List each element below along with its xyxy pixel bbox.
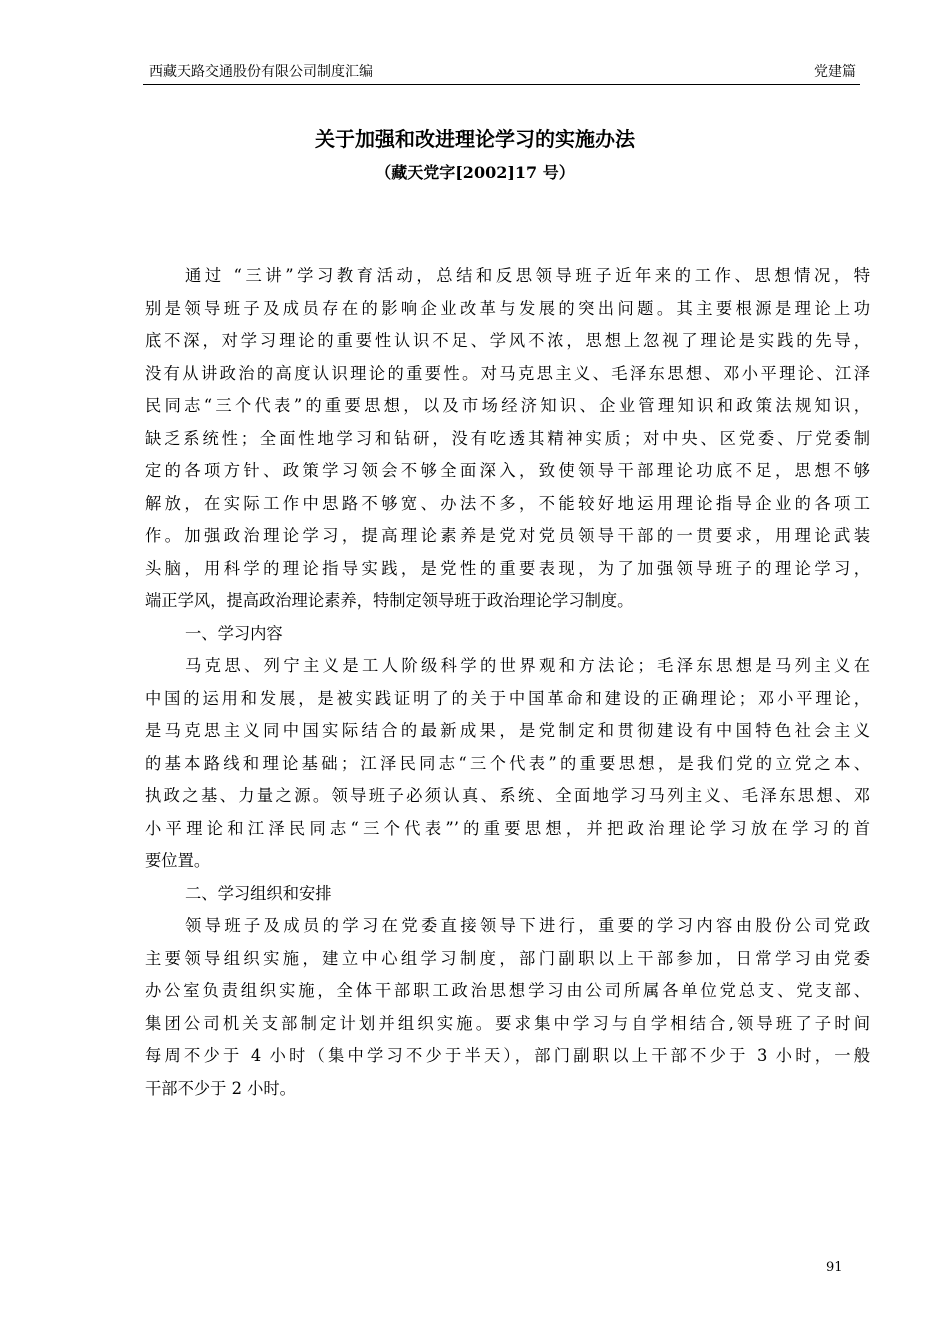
body-line: 要位置。	[145, 851, 211, 870]
page-number: 91	[826, 1260, 843, 1275]
body-line: 头脑，用科学的理论指导实践，是党性的重要表现，为了加强领导班子的理论学习，	[145, 558, 870, 578]
section-heading-content: 一、学习内容	[185, 623, 283, 643]
body-line: 领导班子及成员的学习在党委直接领导下进行，重要的学习内容由股份公司党政	[185, 916, 870, 935]
document-title: 关于加强和改进理论学习的实施办法	[315, 127, 635, 151]
body-line: 每周不少于 4 小时（集中学习不少于半天），部门副职以上干部不少于 3 小时，一般	[145, 1046, 870, 1065]
document-number: （藏天党字[2002]17 号）	[375, 163, 575, 182]
body-line: 执政之基、力量之源。领导班子必须认真、系统、全面地学习马列主义、毛泽东思想、邓	[145, 786, 870, 805]
page-header	[143, 60, 860, 85]
document-body	[145, 260, 870, 1105]
body-line: 中国的运用和发展，是被实践证明了的关于中国革命和建设的正确理论；邓小平理论，	[145, 688, 870, 708]
body-line: 底不深，对学习理论的重要性认识不足、学风不浓，思想上忽视了理论是实践的先导，	[145, 331, 870, 350]
body-line: 小平理论和江泽民同志“三个代表”’的重要思想，并把政治理论学习放在学习的首	[145, 818, 870, 838]
section-name: 党建篇	[814, 64, 856, 80]
body-line: 解放，在实际工作中思路不够宽、办法不多，不能较好地运用理论指导企业的各项工	[145, 493, 870, 513]
body-line: 是马克思主义同中国实际结合的最新成果，是党制定和贯彻建设有中国特色社会主义	[145, 721, 870, 740]
body-line: 民同志“三个代表”的重要思想，以及市场经济知识、企业管理知识和政策法规知识，	[145, 396, 870, 415]
body-line: 别是领导班子及成员存在的影响企业改革与发展的突出问题。其主要根源是理论上功	[145, 298, 870, 318]
body-line: 没有从讲政治的高度认识理论的重要性。对马克思主义、毛泽东思想、邓小平理论、江泽	[145, 363, 870, 383]
body-line: 端正学风，提高政治理论素养，特制定领导班于政治理论学习制度。	[145, 591, 634, 610]
body-line: 作。加强政治理论学习，提高理论素养是党对党员领导干部的一贯要求，用理论武装	[145, 526, 870, 545]
body-line: 办公室负责组织实施，全体干部职工政治思想学习由公司所属各单位党总支、党支部、	[145, 981, 870, 1000]
body-line: 定的各项方针、政策学习领会不够全面深入，致使领导干部理论功底不足，思想不够	[145, 461, 870, 480]
body-line: 马克思、列宁主义是工人阶级科学的世界观和方法论；毛泽东思想是马列主义在	[185, 656, 870, 675]
body-line: 主要领导组织实施，建立中心组学习制度，部门副职以上干部参加，日常学习由党委	[145, 948, 870, 968]
body-line: 集团公司机关支部制定计划并组织实施。要求集中学习与自学相结合,领导班了子时间	[145, 1013, 870, 1033]
section-heading-organization: 二、学习组织和安排	[185, 883, 332, 903]
document-collection-title: 西藏天路交通股份有限公司制度汇编	[149, 64, 373, 80]
body-line: 的基本路线和理论基础；江泽民同志“三个代表”的重要思想，是我们党的立党之本、	[145, 753, 870, 773]
body-line: 缺乏系统性；全面性地学习和钻研，没有吃透其精神实质；对中央、区党委、厅党委制	[145, 428, 870, 448]
body-line: 干部不少于 2 小时。	[145, 1078, 296, 1098]
body-line: 通过 “三讲”学习教育活动，总结和反思领导班子近年来的工作、思想情况，特	[185, 266, 870, 285]
